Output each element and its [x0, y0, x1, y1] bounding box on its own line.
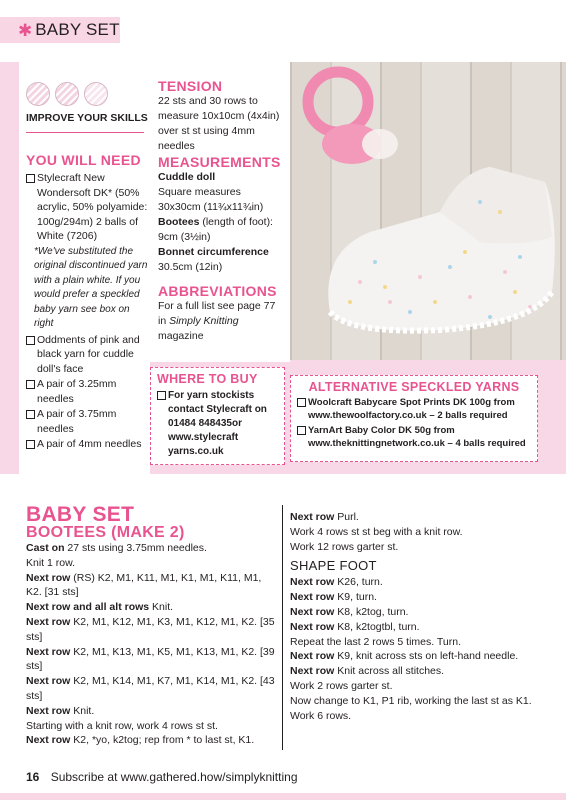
doll-label: Cuddle doll [158, 171, 216, 183]
instruction-line: Next row K2, M1, K14, M1, K7, M1, K14, M1, K2. [43 sts] [26, 675, 275, 702]
list-item: Woolcraft Babycare Spot Prints DK 100g from www.thewoolfactory.co.uk – 2 balls required [297, 396, 531, 422]
abbreviations-text: For a full list see page 77 in Simply Knitting magazine [158, 300, 276, 342]
instruction-line: Work 12 rows garter st. [290, 540, 399, 553]
bonnet-text: 30.5cm (12in) [158, 261, 223, 273]
instruction-line: Next row K26, turn. [290, 576, 383, 589]
instruction-line: Next row K2, M1, K12, M1, K3, M1, K12, M1, K2. [35 sts] [26, 615, 275, 643]
yarn-ball-icon [84, 82, 108, 106]
instruction-line: Next row (RS) K2, M1, K11, M1, K1, M1, K11, M1, K2. [31 sts] [26, 571, 262, 599]
subscribe-link[interactable]: Subscribe at www.gathered.how/simplyknitting [50, 770, 298, 784]
tension-heading: TENSION [158, 78, 223, 94]
instruction-line: Cast on 27 sts using 3.75mm needles. [26, 542, 207, 554]
checkbox-icon [157, 391, 166, 400]
section-header [0, 17, 120, 43]
instruction-line: Starting with a knit row, work 4 rows st st. [26, 719, 218, 732]
instruction-line: Next row K8, k2tog, turn. [290, 605, 409, 618]
bootee-photo [290, 62, 566, 360]
instruction-line: Next row K9, knit across sts on left-hand needle. [290, 650, 519, 663]
checkbox-icon [297, 426, 306, 435]
instruction-line: Work 4 rows st st beg with a knit row. [290, 525, 463, 538]
instruction-line: Next row K9, turn. [290, 591, 377, 604]
instruction-line: Now change to K1, P1 rib, working the last st as K1. [290, 694, 532, 707]
section-title: BABY SET [35, 20, 120, 39]
instruction-line: Work 6 rows. [290, 709, 352, 722]
bootee-image [328, 167, 554, 331]
instruction-line: Next row Knit across all stitches. [290, 665, 445, 678]
instruction-line: Next row K2, M1, K13, M1, K5, M1, K13, M1, K2. [39 sts] [26, 645, 275, 673]
you-will-need-heading: YOU WILL NEED [26, 152, 141, 168]
pattern-left-column [26, 541, 276, 748]
instruction-line: Next row Purl. [290, 511, 359, 523]
instruction-line: Next row K8, k2togtbl, turn. [290, 620, 420, 633]
skill-level-indicator [26, 82, 108, 106]
checkbox-icon [26, 410, 35, 419]
checkbox-icon [26, 336, 35, 345]
list-item: Stylecraft New Wondersoft DK* (50% acrylic, 50% polyamide: 100g/294m) 2 balls of White (7206) [26, 171, 148, 244]
list-item: For yarn stockists contact Stylecraft on 01484 848435or www.stylecraft yarns.co.uk [157, 389, 278, 459]
footer-bar [0, 793, 566, 800]
instruction-line: Work 2 rows garter st. [290, 679, 393, 692]
yarn-ball-icon [55, 82, 79, 106]
checkbox-icon [26, 380, 35, 389]
list-item: Oddments of pink and black yarn for cuddle doll's face [26, 333, 148, 377]
yarn-ball-icon [26, 82, 50, 106]
checkbox-icon [26, 174, 35, 183]
pattern-right-column [290, 510, 542, 723]
alternative-yarns-heading: ALTERNATIVE SPECKLED YARNS [308, 380, 520, 394]
list-item: A pair of 3.75mm needles [26, 407, 148, 436]
instruction-line: Next row and all alt rows Knit. [26, 601, 174, 614]
shape-foot-heading: SHAPE FOOT [290, 558, 377, 574]
instruction-line: Next row K2, *yo, k2tog; rep from * to last st, K1. [26, 734, 255, 747]
bootees-label: Bootees [158, 216, 200, 228]
alternative-yarns-box [290, 375, 538, 462]
page-number: 16 [26, 770, 40, 784]
bonnet-label: Bonnet circumference [158, 246, 269, 258]
substitution-note: *We've substituted the original discontinued yarn with a plain white. If you would prefer a speckled baby yarn see box on right [34, 245, 148, 329]
instruction-line: Repeat the last 2 rows 5 times. Turn. [290, 635, 461, 648]
doll-text: Square measures 30x30cm (11¾x11¾in) [158, 186, 264, 213]
instruction-line: Next row Knit. [26, 704, 95, 717]
where-to-buy-heading: WHERE TO BUY [157, 372, 258, 386]
checkbox-icon [297, 398, 306, 407]
you-will-need-section [26, 152, 148, 453]
where-to-buy-box [150, 367, 285, 465]
pattern-title: BABY SET [26, 503, 135, 526]
abbreviations-heading: ABBREVIATIONS [158, 283, 277, 299]
skills-label: IMPROVE YOUR SKILLS [26, 112, 148, 124]
column-divider [282, 505, 283, 750]
measurements-heading: MEASUREMENTS [158, 154, 281, 170]
tension-text: 22 sts and 30 rows to measure 10x10cm (4x4in) over st st using 4mm needles [158, 95, 280, 152]
list-item: YarnArt Baby Color DK 50g from www.theknittingnetwork.co.uk – 4 balls required [297, 424, 531, 450]
asterisk-icon: ✱ [18, 20, 33, 40]
pacifier-image [308, 72, 398, 164]
list-item [26, 245, 148, 332]
divider [26, 132, 144, 133]
page-footer [26, 770, 298, 784]
instruction-line: Knit 1 row. [26, 556, 76, 569]
list-item: A pair of 3.25mm needles [26, 377, 148, 406]
pattern-subtitle: BOOTEES (MAKE 2) [26, 524, 185, 541]
specs-column: TENSION 22 sts and 30 rows to measure 10x10cm (4x4in) over st st using 4mm needles MEASUREMENTS Cuddle doll Square measures 30x30cm (11¾x11¾in) Bootees (length of foot): 9cm (3½in) Bonnet circumference 30.5cm (12in) ABBREVIATIONS For a full list see page 77 in Simply Knitting magazine [158, 78, 284, 344]
checkbox-icon [26, 440, 35, 449]
list-item: A pair of 4mm needles [26, 437, 148, 452]
